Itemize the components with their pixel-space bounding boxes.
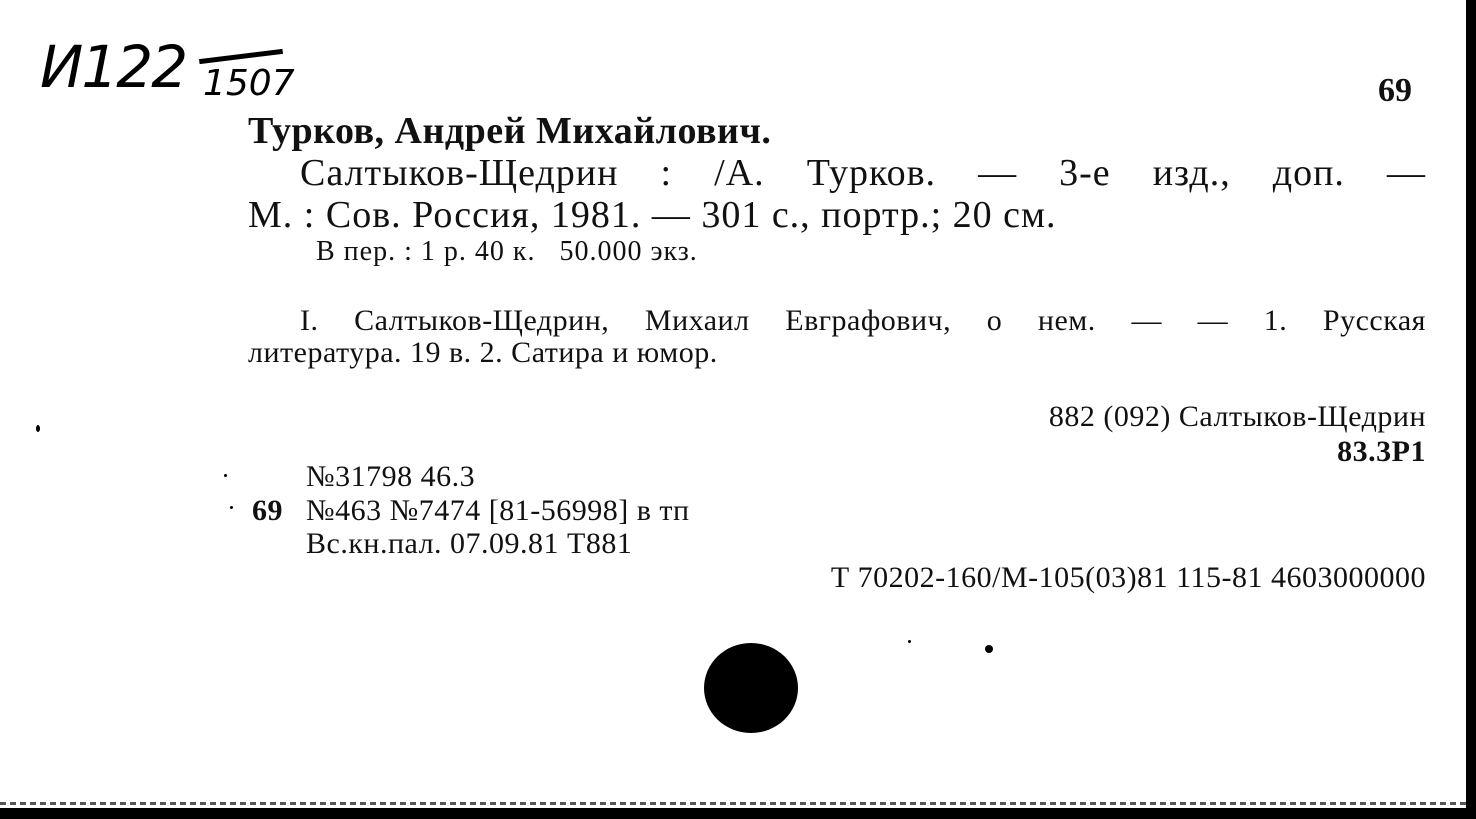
card-bottom-edge <box>0 802 1466 805</box>
handwritten-number: 1507 <box>203 63 295 104</box>
ink-speck <box>224 474 227 477</box>
udc-classification: 882 (092) Салтыков-Щедрин <box>1048 400 1426 433</box>
title-line: Салтыков-Щедрин : /А. Турков. — 3-е изд., доп. — <box>300 152 1426 194</box>
price-line: В пер. : 1 р. 40 к. 50.000 экз. <box>316 236 698 267</box>
ink-speck <box>230 506 233 509</box>
imprint-line: М. : Сов. Россия, 1981. — 301 с., портр.; 20 см. <box>248 194 1057 236</box>
registry-line-3: Вс.кн.пал. 07.09.81 Т881 <box>306 527 633 560</box>
registry-line-2: №463 №7474 [81-56998] в тп <box>306 494 690 527</box>
handwritten-overline <box>199 49 283 64</box>
punch-hole <box>704 643 798 733</box>
registry-marker: 69 <box>252 494 283 527</box>
handwritten-code: И122 <box>40 33 187 101</box>
subjects-line-1: I. Салтыков-Щедрин, Михаил Евграфович, о нем. — — 1. Русская <box>300 304 1426 337</box>
author-heading: Турков, Андрей Михайлович. <box>248 110 772 152</box>
ink-speck <box>36 425 40 432</box>
page-number: 69 <box>1378 72 1412 109</box>
registry-line-1: №31798 46.3 <box>306 460 476 493</box>
subjects-line-2: литература. 19 в. 2. Сатира и юмор. <box>248 336 718 369</box>
bbk-classification: 83.3Р1 <box>1337 435 1426 468</box>
registry-line-4: Т 70202-160/М-105(03)81 115-81 4603000000 <box>830 561 1426 594</box>
ink-speck <box>908 640 911 643</box>
ink-speck <box>985 645 993 653</box>
